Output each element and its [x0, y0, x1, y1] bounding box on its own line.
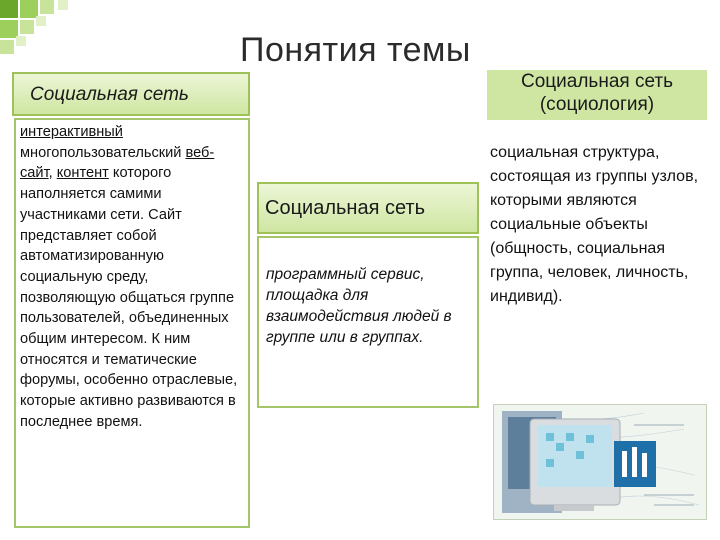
left-definition	[20, 122, 245, 433]
right-definition: социальная структура, состоящая из группы узлов, которыми являются социальные объекты (общность, социальная группа, человек, личность, индивид).	[490, 144, 699, 305]
left-text-sep: ,	[48, 165, 57, 182]
middle-definition: программный сервис, площадка для взаимодействия людей в группе или в группах.	[266, 266, 452, 346]
link-content[interactable]: контент	[56, 165, 109, 182]
corner-decoration	[0, 0, 100, 60]
slide-title: Понятия темы	[240, 31, 471, 69]
computer-monitor-icon	[494, 405, 706, 519]
middle-heading: Социальная сеть	[257, 182, 479, 234]
computer-illustration	[493, 404, 707, 520]
left-text-2: которого наполняется самими участниками сети. Сайт представляет собой автоматизированную социальную среду, позволяющую общаться группе пользователей, объединенных общим интересом. К ним относятся и тематические форумы, особенно отраслевые, которые активно развиваются в последнее время.	[20, 165, 238, 430]
link-interactive[interactable]: интерактивный	[20, 124, 123, 140]
left-text-1: многопользовательский	[20, 144, 182, 161]
link-website[interactable]: веб-сайт	[20, 144, 215, 182]
right-heading: Социальная сеть (социология)	[487, 70, 707, 120]
left-heading: Социальная сеть	[12, 72, 250, 116]
